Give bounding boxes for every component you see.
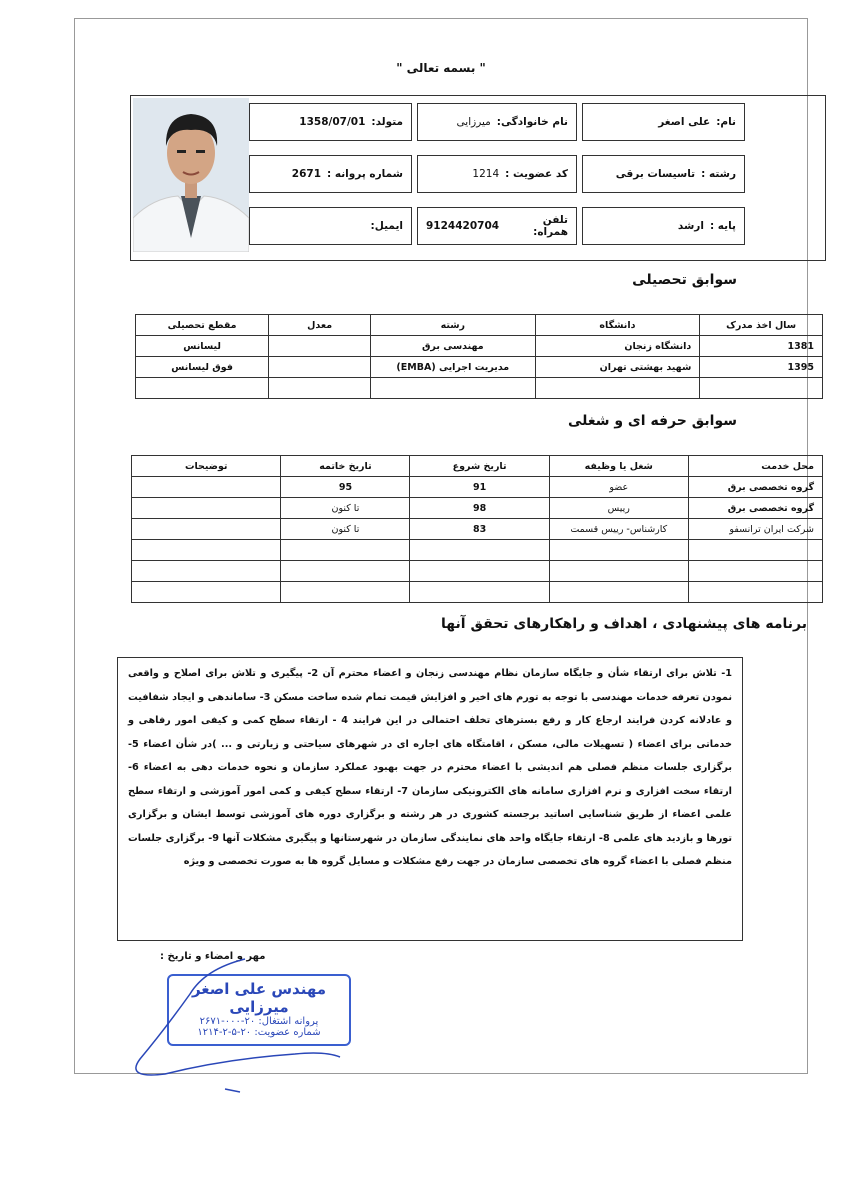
job-cell [132, 519, 281, 540]
edu-col-gpa: معدل [269, 315, 371, 336]
table-row [136, 336, 823, 357]
table-row [132, 519, 823, 540]
education-table [135, 314, 823, 399]
job-cell [281, 540, 410, 561]
job-cell [132, 582, 281, 603]
edu-col-year: سال اخذ مدرک [700, 315, 823, 336]
signature-label: مهر و امضاء و تاریخ : [160, 951, 266, 962]
job-cell [688, 582, 822, 603]
table-row [132, 561, 823, 582]
job-cell: گروه تخصصی برق [688, 477, 822, 498]
mobile-value: 9124420704 [426, 220, 500, 232]
job-cell [549, 582, 688, 603]
birth-cell [249, 103, 412, 141]
stamp-name: مهندس علی اصغر میرزایی [191, 980, 327, 1016]
job-cell: عضو [549, 477, 688, 498]
member-value: 1214 [472, 168, 500, 180]
form-sheet [74, 18, 814, 1074]
job-cell [281, 561, 410, 582]
job-col-start: تاریخ شروع [410, 456, 549, 477]
handwritten-signature [95, 949, 355, 1099]
field-cell [582, 155, 745, 193]
grade-label: پایه : [709, 220, 736, 232]
license-cell [249, 155, 412, 193]
job-cell: 95 [281, 477, 410, 498]
grade-value: ارشد [677, 220, 704, 232]
birth-label: متولد: [371, 116, 403, 128]
family-value: میرزایی [456, 116, 491, 128]
table-row [132, 540, 823, 561]
license-value: 2671 [291, 168, 322, 180]
edu-cell: 1395 [700, 357, 823, 378]
job-cell: 91 [410, 477, 549, 498]
birth-value: 1358/07/01 [299, 116, 366, 128]
job-cell [132, 540, 281, 561]
edu-cell: فوق لیسانس [136, 357, 269, 378]
job-cell [132, 477, 281, 498]
stamp-member: شماره عضویت: ۲۰-۵-۲-۱۲۱۴ [197, 1027, 321, 1038]
table-row [132, 498, 823, 519]
job-cell: 83 [410, 519, 549, 540]
member-label: کد عضویت : [505, 168, 568, 180]
job-cell [549, 540, 688, 561]
edu-cell [136, 378, 269, 399]
edu-cell: مدیریت اجرایی (EMBA) [370, 357, 535, 378]
job-cell: تا کنون [281, 519, 410, 540]
job-col-end: تاریخ خاتمه [281, 456, 410, 477]
stamp-license: پروانه اشتغال: ۲۰-۰۰۰-۲۶۷۱ [199, 1016, 319, 1027]
job-cell [549, 561, 688, 582]
career-table [131, 455, 823, 603]
edu-cell [269, 378, 371, 399]
job-cell [410, 561, 549, 582]
job-cell [132, 498, 281, 519]
member-cell [417, 155, 577, 193]
table-row [136, 357, 823, 378]
license-label: شماره پروانه : [327, 168, 403, 180]
grade-cell [582, 207, 745, 245]
career-title: سوابق حرفه ای و شغلی [567, 413, 737, 429]
job-col-place: محل خدمت [688, 456, 822, 477]
job-cell: گروه تخصصی برق [688, 498, 822, 519]
family-label: نام خانوادگی: [496, 116, 568, 128]
edu-cell: دانشگاه زنجان [535, 336, 700, 357]
edu-cell [269, 336, 371, 357]
field-value: تاسیسات برقی [615, 168, 696, 180]
page-title: " بسمه تعالی " [396, 61, 486, 75]
job-cell [281, 582, 410, 603]
edu-cell [700, 378, 823, 399]
name-value: علی اصغر [658, 116, 711, 128]
job-cell: شرکت ایران ترانسفو [688, 519, 822, 540]
edu-col-field: رشته [370, 315, 535, 336]
job-cell [688, 540, 822, 561]
job-cell: 98 [410, 498, 549, 519]
mobile-label: تلفن همراه: [533, 214, 568, 238]
job-cell: تا کنون [281, 498, 410, 519]
job-cell [688, 561, 822, 582]
job-col-notes: توضیحات [132, 456, 281, 477]
edu-col-university: دانشگاه [535, 315, 700, 336]
email-cell [249, 207, 412, 245]
name-label: نام: [716, 116, 736, 128]
job-cell [410, 582, 549, 603]
edu-col-degree: مقطع تحصیلی [136, 315, 269, 336]
family-cell [417, 103, 577, 141]
edu-cell [370, 378, 535, 399]
edu-cell [269, 357, 371, 378]
edu-cell: 1381 [700, 336, 823, 357]
profile-box [130, 95, 826, 261]
career-header-row [132, 456, 823, 477]
table-row [136, 378, 823, 399]
profile-photo [133, 98, 249, 252]
field-label: رشته : [701, 168, 736, 180]
email-label: ایمیل: [370, 220, 403, 232]
edu-cell [535, 378, 700, 399]
job-cell: رییس [549, 498, 688, 519]
table-row [132, 477, 823, 498]
edu-cell: شهید بهشتی تهران [535, 357, 700, 378]
education-title: سوابق تحصیلی [632, 272, 737, 288]
job-cell [410, 540, 549, 561]
table-row [132, 582, 823, 603]
name-cell [582, 103, 745, 141]
edu-cell: مهندسی برق [370, 336, 535, 357]
job-col-role: شغل یا وظیفه [549, 456, 688, 477]
job-cell [132, 561, 281, 582]
job-cell: کارشناس- رییس قسمت [549, 519, 688, 540]
education-header-row [136, 315, 823, 336]
edu-cell: لیسانس [136, 336, 269, 357]
program-text: 1- تلاش برای ارتقاء شأن و جایگاه سازمان نظام مهندسی زنجان و اعضاء محترم آن 2- پیگیری و تلاش برای اصلاح و واقعی نمودن تعرفه خدمات مهندسی با توجه به تورم های اخیر و افزایش قیمت تمام شده ساخت مسکن 3- ساماندهی و ایجاد شفافیت و عادلانه کردن فرایند ارجاع کار و رفع بسترهای تخلف احتمالی در این فرایند 4 - ارتقاء سطح کمی و کیفی امور رفاهی و خدماتی برای اعضاء ( تسهیلات مالی، مسکن ، اقامتگاه های اجاره ای در شهرهای سیاحتی و زیارتی و ... )در شأن اعضاء 5- برگزاری جلسات منظم فصلی هم اندیشی با اعضاء محترم در جهت بهبود عملکرد سازمان و نحوه خدمات دهی به اعضاء 6- ارتقاء سخت افزاری و نرم افزاری سامانه های الکترونیکی سازمان 7- ارتقاء سطح کیفی و کمی امور آموزشی و ارتقاء سطح علمی اعضاء از طریق شناسایی اساتید برجسته کشوری در هر رشته و برگزاری دوره های آموزشی توسط ایشان و برگزاری تورها و بازدید های علمی 8- ارتقاء جایگاه واحد های نمایندگی سازمان در شهرستانها و پیگیری مشکلات آنها 9- برگزاری جلسات منظم فصلی با اعضاء گروه های تخصصی سازمان در جهت رفع مشکلات و مسایل گروه ها به صورت تخصصی و ویژه [117, 657, 743, 941]
mobile-cell [417, 207, 577, 245]
program-title: برنامه های پیشنهادی ، اهداف و راهکارهای تحقق آنها [441, 616, 807, 632]
